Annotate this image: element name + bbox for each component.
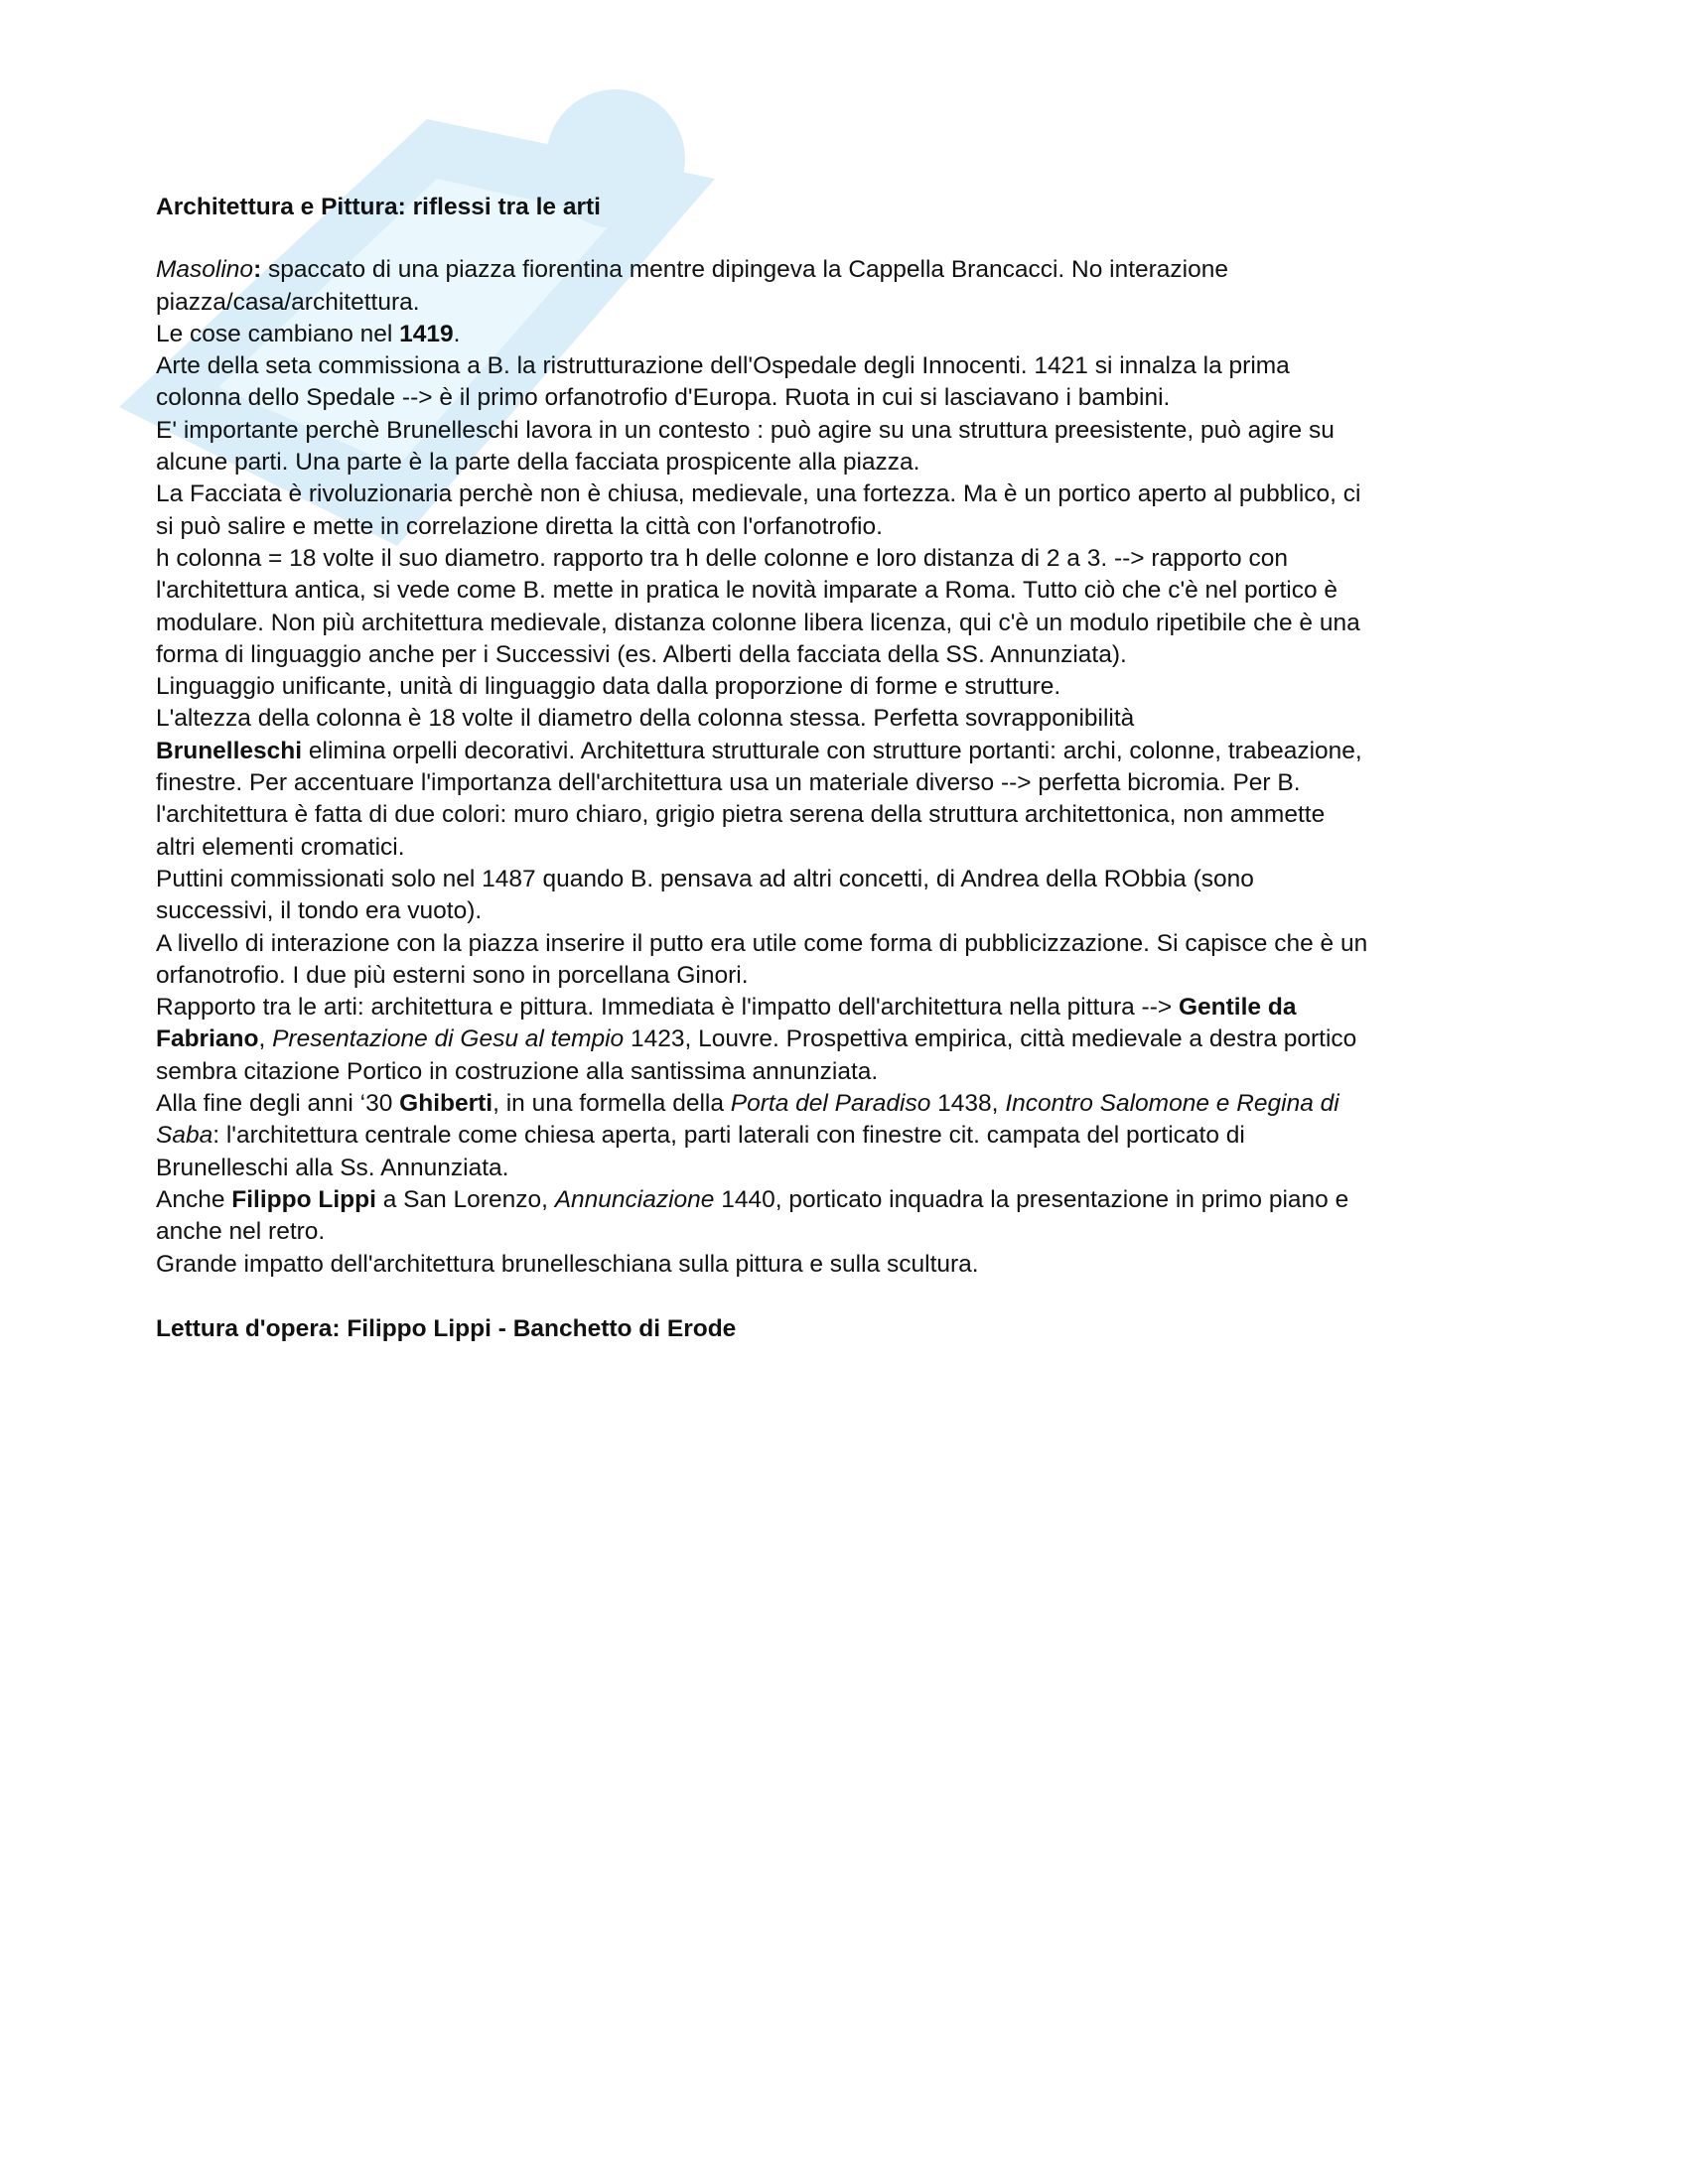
italic-text: Incontro Salomone e Regina di <box>1005 1090 1339 1118</box>
italic-text: Annunciazione <box>554 1185 715 1213</box>
bold-text: 1419 <box>399 320 454 347</box>
text-segment: modulare. Non più architettura medievale, distanza colonne libera licenza, qui c'è un modulo ripetibile che è una <box>156 609 1360 636</box>
text-segment: altri elementi cromatici. <box>156 833 405 861</box>
text-line <box>156 671 1546 703</box>
text-line <box>156 254 1546 286</box>
text-segment: , in una formella della <box>492 1090 731 1118</box>
text-segment: piazza/casa/architettura. <box>156 288 420 316</box>
text-line <box>156 478 1546 510</box>
text-line <box>156 543 1546 575</box>
italic-text: Saba <box>156 1122 213 1150</box>
text-segment: forma di linguaggio anche per i Successivi (es. Alberti della facciata della SS. Annunziata). <box>156 640 1127 668</box>
paragraph-lines <box>156 254 1546 1281</box>
text-segment: Puttini commissionati solo nel 1487 quando B. pensava ad altri concetti, di Andrea della RObbia (sono <box>156 865 1254 892</box>
text-segment: , <box>258 1025 273 1053</box>
italic-text: Masolino <box>156 256 254 284</box>
text-segment: A livello di interazione con la piazza inserire il putto era utile come forma di pubblicizzazione. Si capisce che è un <box>156 929 1368 957</box>
text-line <box>156 1120 1546 1152</box>
text-line <box>156 1024 1546 1055</box>
text-segment: Grande impatto dell'architettura brunelleschiana sulla pittura e sulla scultura. <box>156 1250 979 1278</box>
text-line <box>156 703 1546 735</box>
text-line <box>156 382 1546 414</box>
text-line <box>156 319 1546 350</box>
text-segment: h colonna = 18 volte il suo diametro. rapporto tra h delle colonne e loro distanza di 2 a 3. --> rapporto con <box>156 544 1288 572</box>
text-segment: finestre. Per accentuare l'importanza dell'architettura usa un materiale diverso --> perfetta bicromia. Per B. <box>156 769 1301 797</box>
text-line <box>156 736 1546 767</box>
text-segment: alcune parti. Una parte è la parte della facciata prospicente alla piazza. <box>156 449 920 477</box>
text-line <box>156 575 1546 607</box>
bold-text: : <box>253 256 262 284</box>
text-segment: E' importante perchè Brunelleschi lavora in un contesto : può agire su una struttura preesistente, può agire su <box>156 416 1335 444</box>
bold-text: Ghiberti <box>399 1090 493 1118</box>
text-segment: L'altezza della colonna è 18 volte il diametro della colonna stessa. Perfetta sovrapponibilità <box>156 705 1135 733</box>
text-line <box>156 1184 1546 1216</box>
text-line <box>156 350 1546 382</box>
text-segment: 1423, Louvre. Prospettiva empirica, città medievale a destra portico <box>624 1025 1357 1053</box>
text-segment: elimina orpelli decorativi. Architettura strutturale con strutture portanti: archi, colonne, trabeazione, <box>302 737 1362 764</box>
text-line <box>156 767 1546 799</box>
text-segment: Linguaggio unificante, unità di linguaggio data dalla proporzione di forme e strutture. <box>156 673 1061 701</box>
text-line <box>156 447 1546 478</box>
text-segment: orfanotrofio. I due più esterni sono in porcellana Ginori. <box>156 961 749 989</box>
text-line <box>156 1153 1546 1184</box>
text-line <box>156 928 1546 960</box>
text-segment: Le cose cambiano nel <box>156 320 400 347</box>
text-segment: Anche <box>156 1185 232 1213</box>
text-segment: La Facciata è rivoluzionaria perchè non è chiusa, medievale, una fortezza. Ma è un portico aperto al pubblico, ci <box>156 480 1361 508</box>
text-line <box>156 895 1546 927</box>
text-segment: spaccato di una piazza fiorentina mentre dipingeva la Cappella Brancacci. No interazione <box>261 256 1229 284</box>
bold-text: Brunelleschi <box>156 737 303 764</box>
text-segment: l'architettura antica, si vede come B. mette in pratica le novità imparate a Roma. Tutto ciò che c'è nel portico è <box>156 577 1338 605</box>
text-segment: anche nel retro. <box>156 1218 326 1246</box>
text-segment: l'architettura è fatta di due colori: muro chiaro, grigio pietra serena della struttura architettonica, non ammette <box>156 801 1326 829</box>
bold-text: Filippo Lippi <box>231 1185 376 1213</box>
text-segment: . <box>453 320 461 347</box>
text-line <box>156 864 1546 895</box>
text-line <box>156 832 1546 864</box>
text-segment: 1438, <box>930 1090 1006 1118</box>
text-segment: Arte della seta commissiona a B. la ristrutturazione dell'Ospedale degli Innocenti. 1421 si innalza la prima <box>156 352 1290 380</box>
text-segment: Rapporto tra le arti: architettura e pittura. Immediata è l'impatto dell'architettura nella pittura --> <box>156 994 1179 1022</box>
text-segment: colonna dello Spedale --> è il primo orfanotrofio d'Europa. Ruota in cui si lasciavano i bambini. <box>156 384 1171 412</box>
text-line <box>156 287 1546 319</box>
text-segment: a San Lorenzo, <box>375 1185 555 1213</box>
text-segment: Brunelleschi alla Ss. Annunziata. <box>156 1154 509 1181</box>
italic-text: Presentazione di Gesu al tempio <box>272 1025 625 1053</box>
text-segment: si può salire e mette in correlazione diretta la città con l'orfanotrofio. <box>156 512 883 540</box>
text-line <box>156 799 1546 831</box>
document-title: Architettura e Pittura: riflessi tra le arti <box>156 194 601 220</box>
text-line <box>156 1088 1546 1120</box>
text-line <box>156 992 1546 1024</box>
text-line <box>156 1249 1546 1281</box>
text-line <box>156 415 1546 447</box>
text-line <box>156 1056 1546 1088</box>
text-line <box>156 1216 1546 1248</box>
text-segment: sembra citazione Portico in costruzione alla santissima annunziata. <box>156 1057 879 1085</box>
text-segment: : l'architettura centrale come chiesa aperta, parti laterali con finestre cit. campata del porticato di <box>212 1122 1245 1150</box>
text-line <box>156 960 1546 992</box>
text-line <box>156 639 1546 671</box>
text-segment: successivi, il tondo era vuoto). <box>156 897 483 925</box>
text-segment: 1440, porticato inquadra la presentazione in primo piano e <box>714 1185 1349 1213</box>
document-body <box>156 192 1546 1345</box>
bold-text: Gentile da <box>1179 994 1297 1022</box>
text-line <box>156 511 1546 543</box>
bold-text: Fabriano <box>156 1025 259 1053</box>
text-line <box>156 608 1546 639</box>
text-segment: Alla fine degli anni ‘30 <box>156 1090 400 1118</box>
italic-text: Porta del Paradiso <box>730 1090 931 1118</box>
section-heading: Lettura d'opera: Filippo Lippi - Banchetto di Erode <box>156 1314 737 1342</box>
